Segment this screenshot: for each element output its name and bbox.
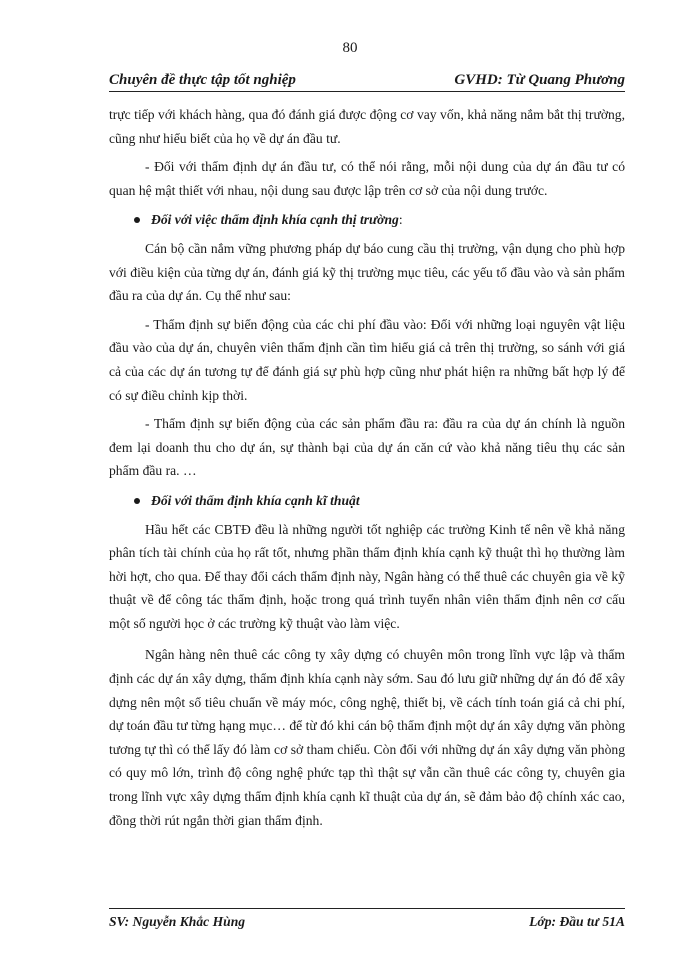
bullet-icon xyxy=(134,217,140,223)
paragraph-5: - Thẩm định sự biến động của các sản phẩm đầu ra: đầu ra của dự án chính là nguồn đem lại doanh thu cho dự án, sự thành bại của dự án căn cứ vào khả năng tiêu thụ các sản phẩm đầu ra. … xyxy=(109,416,625,479)
document-body xyxy=(109,103,625,837)
bullet-market-heading xyxy=(109,208,625,232)
paragraph-1: trực tiếp với khách hàng, qua đó đánh giá được động cơ vay vốn, khả năng nắm bắt thị trường, cũng như hiểu biết của họ về dự án đầu tư. xyxy=(109,107,625,146)
header-supervisor: GVHD: Từ Quang Phương xyxy=(454,72,625,88)
bullet-market-label: Đối với việc thẩm định khía cạnh thị trường xyxy=(151,212,399,228)
footer-class: Lớp: Đầu tư 51A xyxy=(529,914,625,929)
header-document-title: Chuyên đề thực tập tốt nghiệp xyxy=(109,72,296,88)
page-header xyxy=(109,69,625,92)
page-footer xyxy=(109,908,625,929)
paragraph-4: - Thẩm định sự biến động của các chi phí đầu vào: Đối với những loại nguyên vật liệu đầu vào của dự án, chuyên viên thẩm định cần tìm hiểu giá cả trên thị trường, so sánh với giá cả của các dự án tương tự để đánh giá sự phù hợp cũng như phát hiện ra những bất hợp lý để có sự điều chỉnh kịp thời. xyxy=(109,316,625,403)
paragraph-6: Hầu hết các CBTĐ đều là những người tốt nghiệp các trường Kinh tế nên về khả năng phân tích tài chính của họ rất tốt, nhưng phần thẩm định khía cạnh kỹ thuật thì họ thường làm hời hợt, cho qua. Để thay đổi cách thẩm định này, Ngân hàng có thể thuê các chuyên gia về kỹ thuật về để công tác thẩm định, hoặc trong quá trình tuyển nhân viên thẩm định nên cơ cấu một số người học ở các trường kỹ thuật vào làm việc. xyxy=(109,521,625,631)
bullet-market-suffix: : xyxy=(398,212,403,228)
paragraph-7: Ngân hàng nên thuê các công ty xây dựng có chuyên môn trong lĩnh vực lập và thẩm định các dự án xây dựng, thẩm định khía cạnh này sớm. Sau đó lưu giữ những dự án đó để xây dựng nên một số tiêu chuẩn về máy móc, công nghệ, thiết bị, về cách tính toán giá cả chi phí, dự toán đầu tư từng hạng mục… để từ đó khi cán bộ thẩm định một dự án xây dựng văn phòng tương tự thì có thể lấy đó làm cơ sở tham chiếu. Còn đối với những dự án xây dựng văn phòng có quy mô lớn, trình độ công nghệ phức tạp thì thật sự vẫn cần thuê các công ty, chuyên gia trong lĩnh vực xây dựng thẩm định khía cạnh kĩ thuật của dự án, sẽ đảm bảo độ chính xác cao, đồng thời rút ngắn thời gian thẩm định. xyxy=(109,647,625,828)
bullet-technical-heading xyxy=(109,489,625,513)
paragraph-2: - Đối với thẩm định dự án đầu tư, có thể nói rằng, mỗi nội dung của dự án đầu tư có quan hệ mật thiết với nhau, nội dung sau được lập trên cơ sở của nội dung trước. xyxy=(109,159,625,198)
bullet-icon xyxy=(134,498,140,504)
footer-student: SV: Nguyễn Khắc Hùng xyxy=(109,914,246,929)
bullet-technical-label: Đối với thẩm định khía cạnh kĩ thuật xyxy=(151,492,360,508)
page-number: 80 xyxy=(342,40,358,56)
paragraph-3: Cán bộ cần nắm vững phương pháp dự báo cung cầu thị trường, vận dụng cho phù hợp với điều kiện của từng dự án, đánh giá kỹ thị trường mục tiêu, các yếu tố đầu vào và sản phẩm đầu ra của dự án. Cụ thể như sau: xyxy=(109,240,625,304)
